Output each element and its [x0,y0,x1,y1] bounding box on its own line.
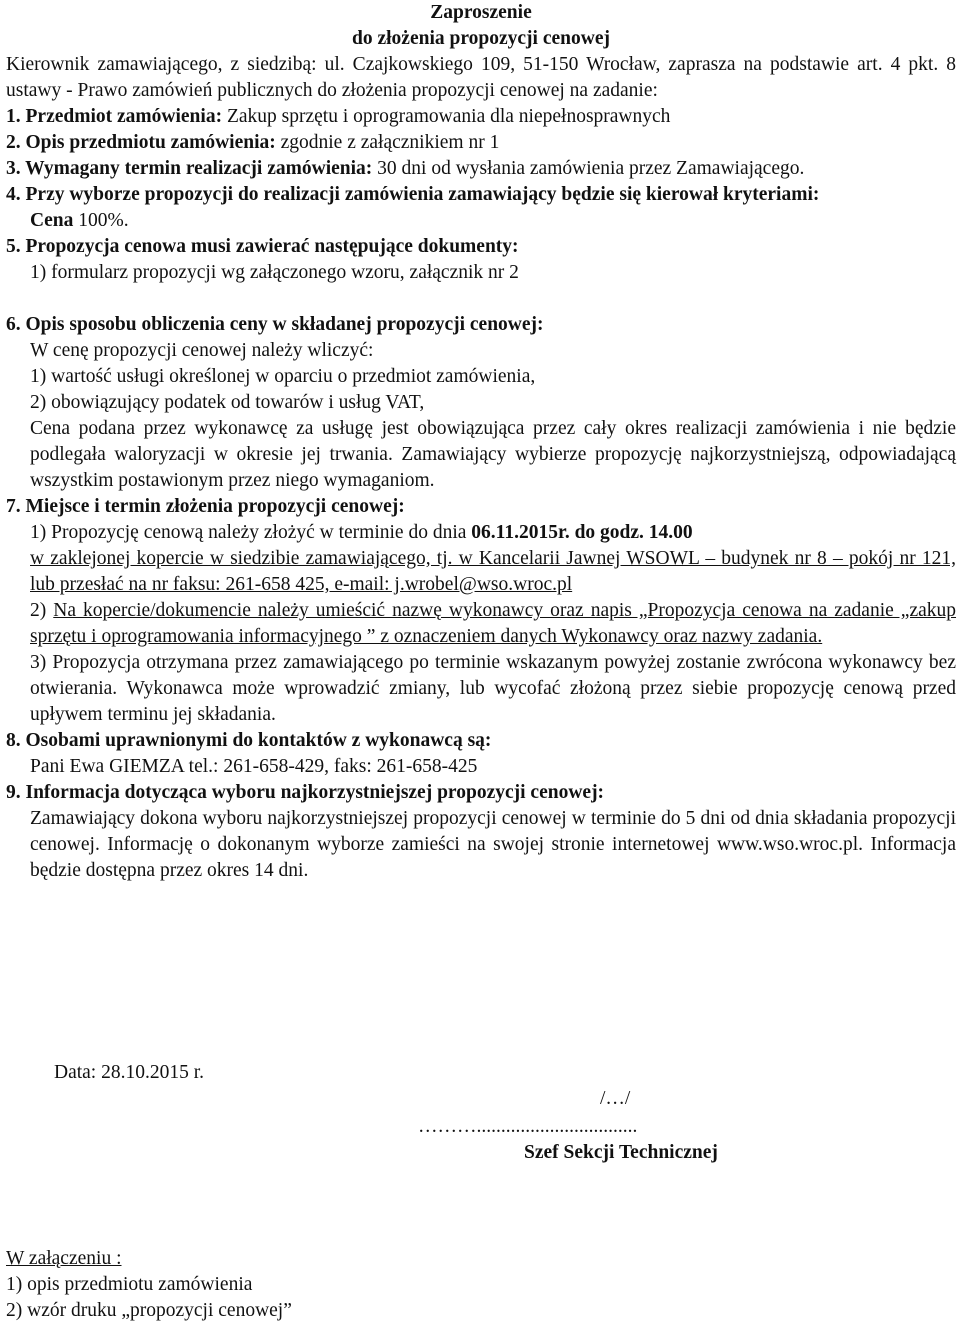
doc-title: Zaproszenie [430,2,532,23]
section-7-head: 7. Miejsce i termin złożenia propozycji cenowej: [6,496,405,517]
section-6-item-1: 1) wartość usługi określonej w oparciu o przedmiot zamówienia, [30,366,536,387]
item-2-number: 2) [30,600,54,621]
attachment-2: 2) wzór druku „propozycji cenowej” [6,1300,292,1321]
section-7-item-3: 3) Propozycja otrzymana przez zamawiającego po terminie wskazanym powyżej zostanie zwrócona wykonawcy bez otwierania. Wykonawca może wprowadzić zmiany, lub wycofać złożoną przez siebie propozycję cenową przed upływem terminu jej składania. [30,652,956,725]
deadline-text: 1) Propozycję cenową należy złożyć w terminie do dnia [30,522,472,543]
signatory-title: Szef Sekcji Technicznej [524,1142,718,1163]
doc-subtitle: do złożenia propozycji cenowej [352,28,610,49]
section-7-item-1 [6,520,956,546]
section-6-item-2: 2) obowiązujący podatek od towarów i usług VAT, [30,392,425,413]
section-9-head: 9. Informacja dotycząca wyboru najkorzystniejszej propozycji cenowej: [6,782,605,803]
section-8-head: 8. Osobami uprawnionymi do kontaktów z wykonawcą są: [6,730,492,751]
criteria-label: Cena [30,210,74,231]
section-2-head: 2. Opis przedmiotu zamówienia: [6,132,276,153]
section-1-text: Zakup sprzętu i oprogramowania dla niepełnosprawnych [222,106,671,127]
signature-mark: /…/ [600,1088,631,1109]
section-3 [6,156,956,182]
attachments-head: W załączeniu : [6,1248,122,1269]
criteria-value: 100%. [73,210,129,231]
section-8-contact: Pani Ewa GIEMZA tel.: 261-658-429, faks: 261-658-425 [30,756,478,777]
section-5-item-1: 1) formularz propozycji wg załączonego wzoru, załącznik nr 2 [30,262,519,283]
section-4-criteria [6,208,956,234]
section-6-head: 6. Opis sposobu obliczenia ceny w składanej propozycji cenowej: [6,314,544,335]
section-3-head: 3. Wymagany termin realizacji zamówienia: [6,158,373,179]
section-1 [6,104,956,130]
spacer [6,286,956,312]
section-3-text: 30 dni od wysłania zamówienia przez Zamawiającego. [372,158,805,179]
deadline-date: 06.11.2015r. do godz. 14.00 [471,522,693,543]
intro-paragraph: Kierownik zamawiającego, z siedzibą: ul. Czajkowskiego 109, 51-150 Wrocław, zaprasza na podstawie art. 4 pkt. 8 ustawy - Prawo zamówień publicznych do złożenia propozycji cenowej na zadanie: [6,54,956,101]
section-6-line: W cenę propozycji cenowej należy wliczyć: [30,340,374,361]
document-date: Data: 28.10.2015 r. [54,1062,205,1083]
signature-dots: ………................................. [418,1116,638,1137]
section-7-item-2 [6,598,956,650]
section-2 [6,130,956,156]
envelope-instructions: Na kopercie/dokumencie należy umieścić nazwę wykonawcy oraz napis „Propozycja cenowa na zadanie „zakup sprzętu i oprogramowania informacyjnego ” z oznaczeniem danych Wykonawcy oraz nazwy zadania. [30,600,957,647]
submission-place: w zaklejonej kopercie w siedzibie zamawiającego, tj. w Kancelarii Jawnej WSOWL – budynek nr 8 – pokój nr 121, lub przesłać na nr faksu: 261-658 425, e-mail: j.wrobel@wso.wroc.pl [30,548,956,595]
attachments [6,1246,292,1324]
section-2-text: zgodnie z załącznikiem nr 1 [275,132,500,153]
section-9-text: Zamawiający dokona wyboru najkorzystniejszej propozycji cenowej w terminie do 5 dni od dnia składania propozycji cenowej. Informację o dokonanym wyborze zamieści na swojej stronie internetowej www.wso.wroc.pl. Informacja będzie dostępna przez okres 14 dni. [30,808,956,881]
section-6-paragraph: Cena podana przez wykonawcę za usługę jest obowiązująca przez cały okres realizacji zamówienia i nie będzie podlegała waloryzacji w okresie jej trwania. Zamawiający wybierze propozycję najkorzystniejszą, odpowiadającą wszystkim postawionym przez niego wymaganiom. [30,418,956,491]
section-5-head: 5. Propozycja cenowa musi zawierać następujące dokumenty: [6,236,519,257]
section-1-head: 1. Przedmiot zamówienia: [6,106,223,127]
section-4-head: 4. Przy wyborze propozycji do realizacji zamówienia zamawiający będzie się kierował kryteriami: [6,184,820,205]
section-7-item-1-detail [6,546,956,598]
attachment-1: 1) opis przedmiotu zamówienia [6,1274,253,1295]
